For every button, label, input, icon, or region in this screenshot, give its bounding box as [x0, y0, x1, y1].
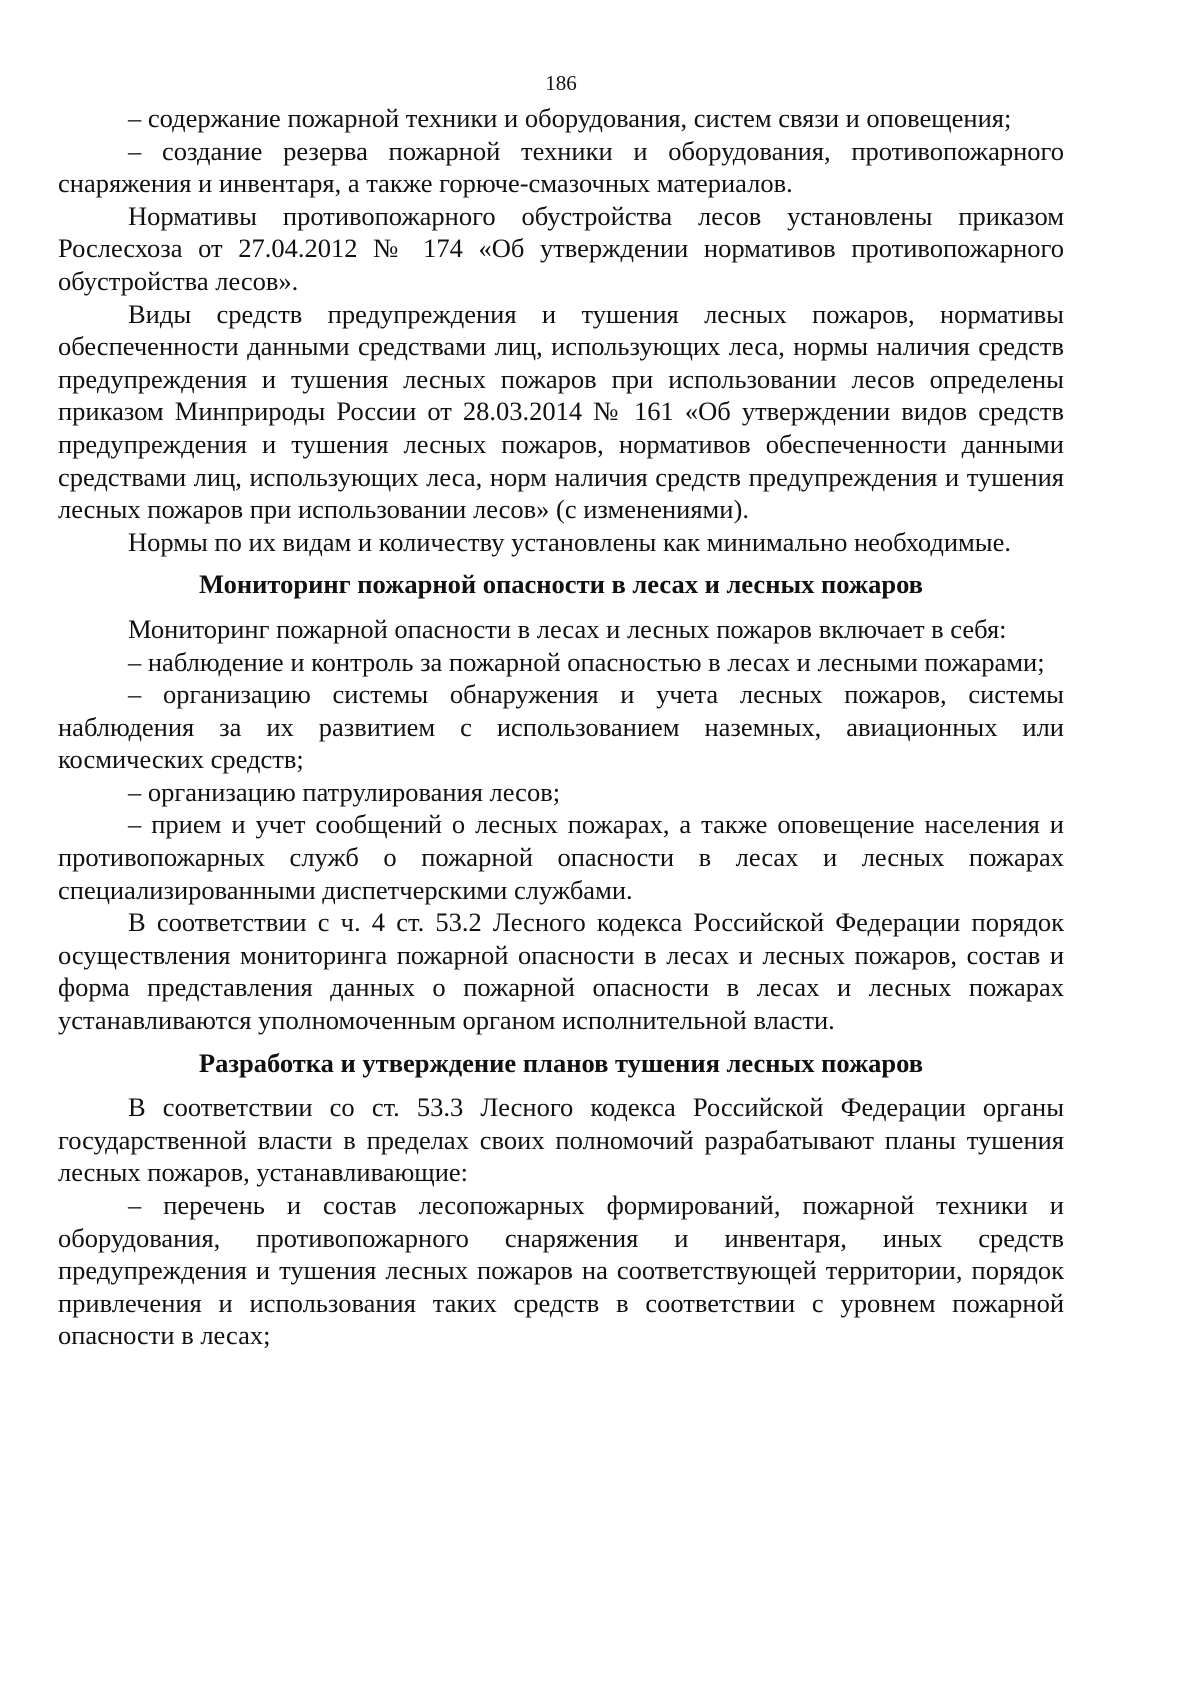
- paragraph: Нормы по их видам и количеству установлены как минимально необходимые.: [128, 526, 1011, 557]
- paragraph: – организацию системы обнаружения и учета лесных пожаров, системы наблюдения за их развитием с использованием наземных, авиационных или космических средств;: [58, 679, 1064, 775]
- section-heading-plans: Разработка и утверждение планов тушения лесных пожаров: [198, 1047, 924, 1078]
- section-heading-monitoring: Мониторинг пожарной опасности в лесах и лесных пожаров: [198, 569, 923, 600]
- document-page: [58, 70, 1064, 1352]
- paragraph: В соответствии с ч. 4 ст. 53.2 Лесного кодекса Российской Федерации порядок осуществления мониторинга пожарной опасности в лесах и лесных пожаров, состав и форма представления данных о пожарной опасности в лесах и лесных пожарах устанавливаются уполномоченным органом исполнительной власти.: [58, 907, 1064, 1036]
- paragraph: Виды средств предупреждения и тушения лесных пожаров, нормативы обеспеченности данными средствами лиц, использующих леса, нормы наличия средств предупреждения и тушения лесных пожаров при использовании лесов определены приказом Минприроды России от 28.03.2014 № 161 «Об утверждении видов средств предупреждения и тушения лесных пожаров, нормативов обеспеченности данными средствами лиц, использующих леса, норм наличия средств предупреждения и тушения лесных пожаров при использовании лесов» (с изменениями).: [58, 298, 1064, 525]
- paragraph: Нормативы противопожарного обустройства лесов установлены приказом Рослесхоза от 27.04.2012 № 174 «Об утверждении нормативов противопожарного обустройства лесов».: [58, 200, 1064, 296]
- paragraph: В соответствии со ст. 53.3 Лесного кодекса Российской Федерации органы государственной власти в пределах своих полномочий разрабатывают планы тушения лесных пожаров, устанавливающие:: [58, 1092, 1064, 1188]
- page-number: 186: [545, 71, 577, 95]
- paragraph: – создание резерва пожарной техники и оборудования, противопожарного снаряжения и инвентаря, а также горюче-смазочных материалов.: [58, 135, 1064, 199]
- paragraph: – перечень и состав лесопожарных формирований, пожарной техники и оборудования, противопожарного снаряжения и инвентаря, иных средств предупреждения и тушения лесных пожаров на соответствующей территории, порядок привлечения и использования таких средств в соответствии с уровнем пожарной опасности в лесах;: [58, 1190, 1064, 1351]
- paragraph: Мониторинг пожарной опасности в лесах и лесных пожаров включает в себя:: [128, 613, 1007, 644]
- paragraph: – прием и учет сообщений о лесных пожарах, а также оповещение населения и противопожарных служб о пожарной опасности в лесах и лесных пожарах специализированными диспетчерскими службами.: [58, 809, 1064, 905]
- paragraph: – содержание пожарной техники и оборудования, систем связи и оповещения;: [128, 103, 1012, 133]
- paragraph: – наблюдение и контроль за пожарной опасностью в лесах и лесными пожарами;: [128, 646, 1045, 677]
- paragraph: – организацию патрулирования лесов;: [128, 776, 561, 807]
